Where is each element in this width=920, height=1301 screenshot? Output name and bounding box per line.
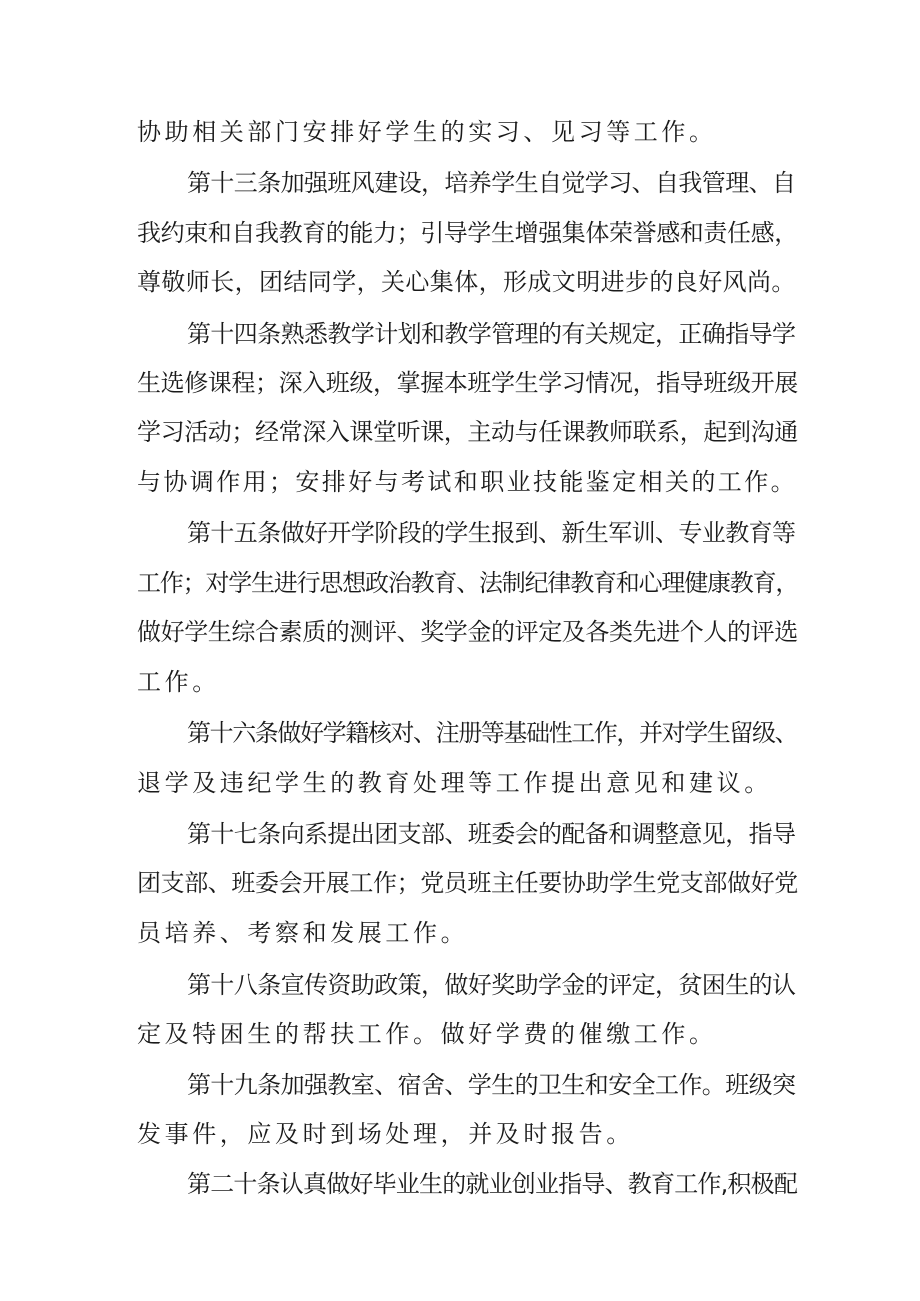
text-line: 尊敬师长，团结同学，关心集体，形成文明进步的良好风尚。	[137, 268, 796, 296]
text-line: 发事件，应及时到场处理，并及时报告。	[137, 1120, 634, 1148]
text-line: 学习活动；经常深入课堂听课，主动与任课教师联系，起到沟通	[137, 418, 798, 446]
text-line: 第十九条加强教室、宿舍、学生的卫生和安全工作。班级突	[187, 1071, 796, 1099]
text-line: 退学及违纪学生的教育处理等工作提出意见和建议。	[137, 769, 772, 797]
text-line: 员培养、考察和发展工作。	[137, 919, 469, 947]
text-line: 第十七条向系提出团支部、班委会的配备和调整意见，指导	[187, 820, 796, 848]
text-line: 工作。	[137, 668, 220, 696]
text-line: 第十六条做好学籍核对、注册等基础性工作，并对学生留级、	[187, 719, 798, 747]
text-line: 与协调作用；安排好与考试和职业技能鉴定相关的工作。	[137, 468, 797, 496]
text-line: 第十三条加强班风建设，培养学生自觉学习、自我管理、自	[187, 169, 796, 197]
text-line: 生选修课程；深入班级，掌握本班学生学习情况，指导班级开展	[137, 369, 798, 397]
text-line: 第二十条认真做好毕业生的就业创业指导、教育工作,积极配	[187, 1170, 798, 1198]
text-line: 第十四条熟悉教学计划和教学管理的有关规定，正确指导学	[187, 320, 796, 348]
text-line: 工作；对学生进行思想政治教育、法制纪律教育和心理健康教育，	[137, 569, 799, 597]
text-line: 团支部、班委会开展工作；党员班主任要协助学生党支部做好党	[137, 869, 798, 897]
text-line: 协助相关部门安排好学生的实习、见习等工作。	[137, 118, 717, 146]
text-line: 定及特困生的帮扶工作。做好学费的催缴工作。	[137, 1020, 717, 1048]
text-line: 第十八条宣传资助政策，做好奖助学金的评定，贫困生的认	[187, 971, 796, 999]
text-line: 第十五条做好开学阶段的学生报到、新生军训、专业教育等	[187, 519, 796, 547]
text-line: 做好学生综合素质的测评、奖学金的评定及各类先进个人的评选	[137, 618, 798, 646]
text-line: 我约束和自我教育的能力；引导学生增强集体荣誉感和责任感，	[137, 219, 798, 247]
